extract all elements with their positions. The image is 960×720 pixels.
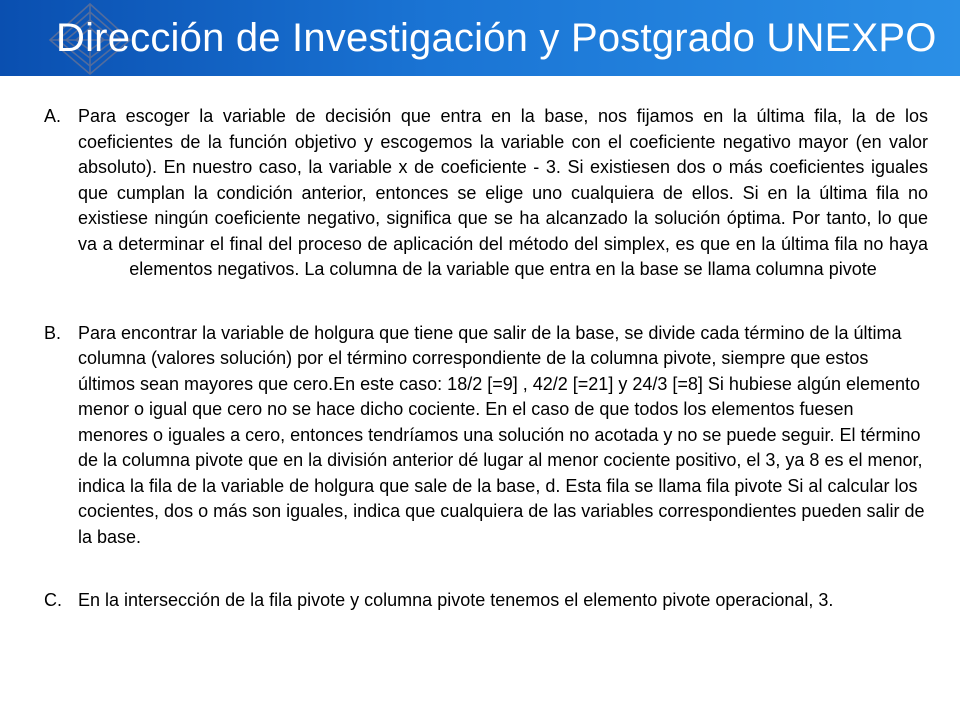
list-marker: A.: [44, 106, 62, 126]
list-item-text: Para escoger la variable de decisión que entra en la base, nos fijamos en la última fila, la de los coeficientes de la función objetivo y escogemos la variable con el coeficiente negativo mayor (en valor absoluto). En nuestro caso, la variable x de coeficiente - 3. Si existiesen dos o más coeficientes iguales que cumplan la condición anterior, entonces se elige uno cualquiera de ellos. Si en la última fila no existiese ningún coeficiente negativo, significa que se ha alcanzado la solución óptima. Por tanto, lo que va a determinar el final del proceso de aplicación del método del simplex, es que en la última fila no haya elementos negativos. La columna de la variable que entra en la base se llama columna pivote: [78, 106, 928, 279]
list-item-c: [44, 588, 928, 614]
list-item-text: En la intersección de la fila pivote y columna pivote tenemos el elemento pivote operacional, 3.: [78, 590, 834, 610]
page-title: Dirección de Investigación y Postgrado UNEXPO: [56, 16, 937, 60]
list-item-b: [44, 321, 928, 551]
header-banner: [0, 0, 960, 76]
list-item-a: [44, 104, 928, 283]
list-marker: C.: [44, 590, 62, 610]
list-marker: B.: [44, 322, 62, 343]
list-item-text: Para encontrar la variable de holgura que tiene que salir de la base, se divide cada término de la última columna (valores solución) por el término correspondiente de la columna pivote, siempre que estos últimos sean mayores que cero.En este caso: 18/2 [=9] , 42/2 [=21] y 24/3 [=8] Si hubiese algún elemento menor o igual que cero no se hace dicho cociente. En el caso de que todos los elementos fuesen menores o iguales a cero, entonces tendríamos una solución no acotada y no se puede seguir. El término de la columna pivote que en la división anterior dé lugar al menor cociente positivo, el 3, ya 8 es el menor, indica la fila de la variable de holgura que sale de la base, d. Esta fila se llama fila pivote Si al calcular los cocientes, dos o más son iguales, indica que cualquiera de las variables correspondientes pueden salir de la base.: [78, 322, 925, 547]
document-body: [44, 104, 928, 614]
